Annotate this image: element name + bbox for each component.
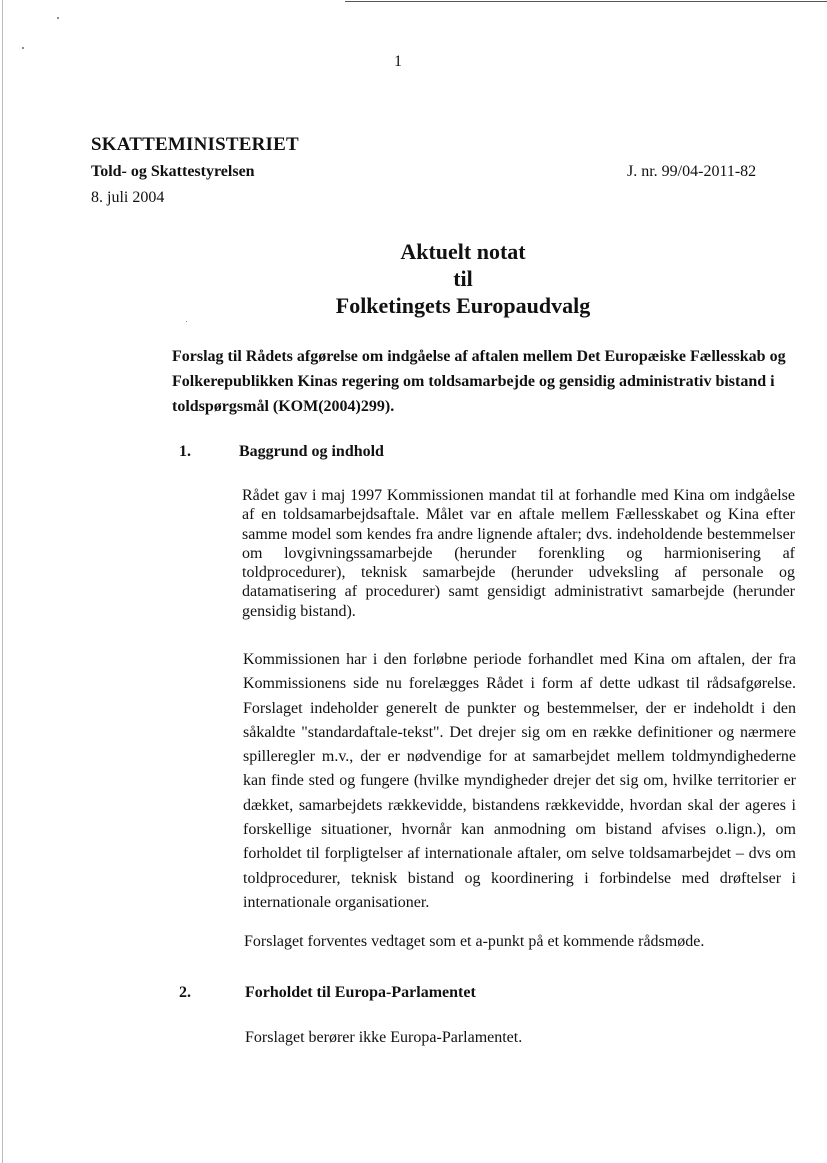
journal-number: J. nr. 99/04-2011-82 (627, 163, 757, 180)
section-1-title: Baggrund og indhold (239, 443, 384, 460)
page-number: 1 (394, 53, 402, 70)
subject-heading: Forslag til Rådets afgørelse om indgåelse af aftalen mellem Det Europæiske Fællesskab og Folkerepublikken Kinas regering om toldsamarbejde og gensidig administrativ bistand i toldspørgsmål (KOM(2004)299). (172, 348, 786, 415)
title-line-1: Aktuelt notat (400, 239, 526, 264)
section-2-title: Forholdet til Europa-Parlamentet (245, 984, 476, 1001)
title-line-2: til (453, 266, 473, 291)
ministry-name: SKATTEMINISTERIET (91, 134, 299, 155)
scan-speck (186, 321, 187, 322)
section-1-paragraph-1: Rådet gav i maj 1997 Kommissionen mandat til at forhandle med Kina om indgåelse af en toldsamarbejdsaftale. Målet var en aftale mellem Fællesskabet og Kina efter samme model som kendes fra andre lignende aftaler; dvs. indeholdende bestemmelser om lovgivningssamarbejde (herunder forenkling og harmionisering af toldprocedurer), teknisk samarbejde (herunder udveksling af personale og datamatisering af procedurer) samt gensidigt administrativt samarbejde (herunder gensidig bistand). (242, 487, 795, 620)
scan-speck (57, 17, 59, 19)
scan-edge-left (2, 0, 3, 1163)
document-title (300, 238, 626, 319)
document-date: 8. juli 2004 (91, 189, 165, 206)
title-line-3: Folketingets Europaudvalg (335, 293, 591, 318)
section-2-paragraph-1: Forslaget berører ikke Europa-Parlamentet. (245, 1029, 523, 1046)
section-1-paragraph-3: Forslaget forventes vedtaget som et a-punkt på et kommende rådsmøde. (244, 933, 705, 950)
scan-edge-top (345, 1, 827, 2)
agency-name: Told- og Skattestyrelsen (91, 163, 255, 180)
section-1-paragraph-2: Kommissionen har i den forløbne periode forhandlet med Kina om aftalen, der fra Kommissionens side nu forelægges Rådet i form af dette udkast til rådsafgørelse. Forslaget indeholder generelt de punkter og bestemmelser, der er indeholdt i den såkaldte "standardaftale-tekst". Det drejer sig om en række definitioner og nærmere spilleregler m.v., der er nødvendige for at samarbejdet mellem toldmyndighederne kan finde sted og fungere (hvilke myndigheder drejer det sig om, hvilke territorier er dækket, samarbejdets rækkevidde, bistandens rækkevidde, hvordan skal der ageres i forskellige situationer, hvornår kan anmodning om bistand afvises o.lign.), om forholdet til forpligtelser af internationale aftaler, om selve toldsamarbejdet – dvs om toldprocedurer, teknisk bistand og koordinering i forbindelse med drøftelser i internationale organisationer. (243, 651, 796, 911)
section-1-number: 1. (179, 443, 191, 460)
scan-speck (22, 47, 24, 49)
section-2-number: 2. (179, 984, 191, 1001)
